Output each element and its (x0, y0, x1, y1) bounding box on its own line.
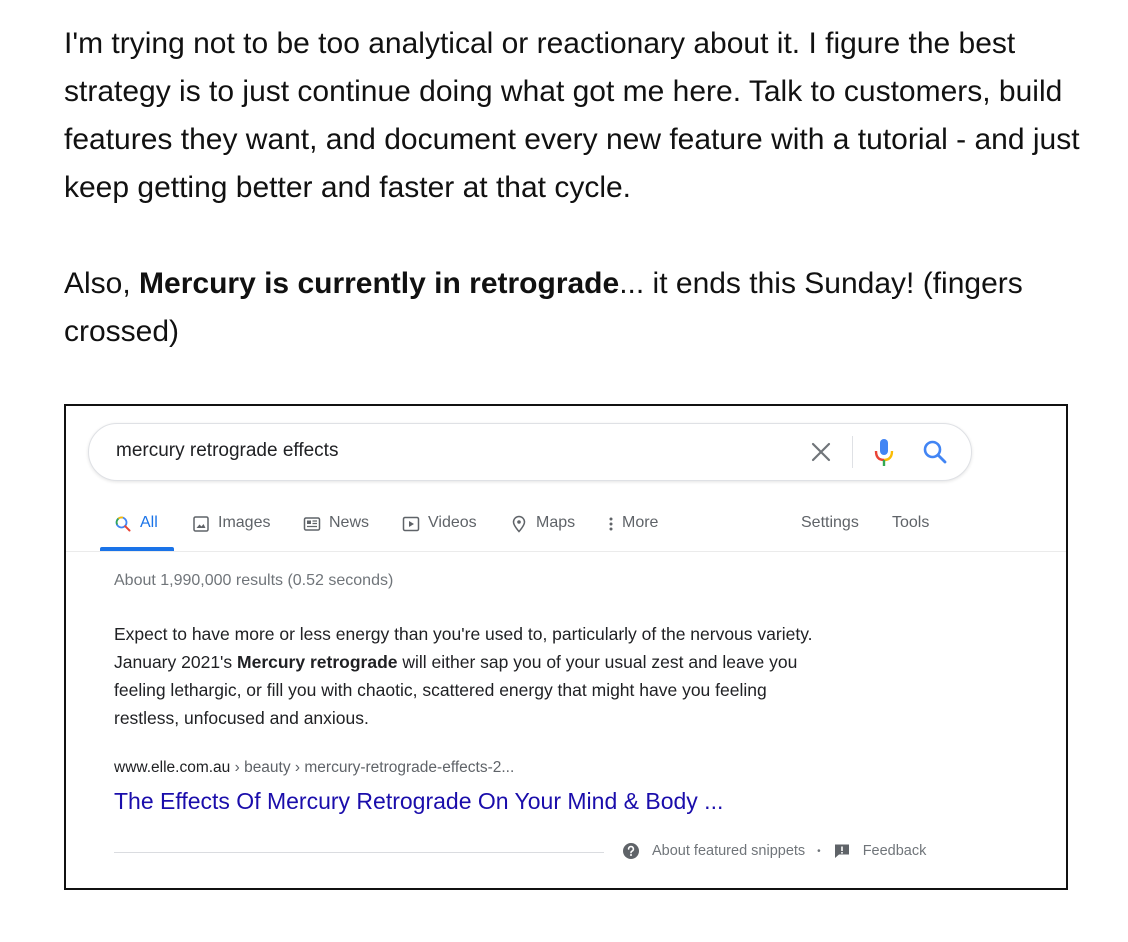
help-icon[interactable] (622, 842, 640, 860)
tab-label: Videos (428, 514, 477, 531)
tab-label: Settings (801, 514, 859, 531)
snippet-line: Expect to have more or less energy than you're used to, particularly of the nervous variety. (114, 624, 813, 644)
article-paragraph-line: keep getting better and faster at that cycle. (64, 171, 632, 204)
kebab-icon (606, 515, 616, 533)
tab-tools[interactable] (892, 514, 929, 554)
footer-separator: • (817, 845, 821, 857)
search-icon[interactable] (919, 436, 951, 468)
tab-videos[interactable] (402, 514, 477, 554)
newspaper-icon (303, 515, 321, 533)
article-paragraph-mercury (64, 260, 1023, 356)
about-snippets-link[interactable]: About featured snippets (652, 843, 806, 859)
snippet-line: restless, unfocused and anxious. (114, 708, 369, 728)
microphone-icon[interactable] (869, 436, 899, 468)
tab-news[interactable] (303, 514, 369, 554)
tab-images[interactable] (192, 514, 270, 554)
tab-maps[interactable] (510, 514, 575, 554)
tab-label: All (140, 514, 158, 531)
feedback-link[interactable]: Feedback (862, 843, 927, 859)
image-icon (192, 515, 210, 533)
feedback-icon[interactable] (833, 842, 851, 860)
tabs-divider (66, 551, 1066, 552)
tab-more[interactable] (606, 514, 658, 554)
article-paragraph-line: features they want, and document every new feature with a tutorial - and just (64, 123, 1080, 156)
tab-label: News (329, 514, 370, 531)
article-paragraph-line: I'm trying not to be too analytical or reactionary about it. I figure the best (64, 27, 1016, 60)
map-pin-icon (510, 515, 528, 533)
tab-label: More (622, 514, 659, 531)
tab-label: Maps (536, 514, 576, 531)
featured-snippet (114, 620, 974, 732)
footer-divider (114, 852, 604, 853)
article-paragraph-line: strategy is to just continue doing what got me here. Talk to customers, build (64, 75, 1063, 108)
result-stats: About 1,990,000 results (0.52 seconds) (114, 572, 394, 589)
search-icon (114, 515, 132, 533)
result-url (114, 759, 514, 777)
video-play-icon (402, 515, 420, 533)
result-title-link[interactable]: The Effects Of Mercury Retrograde On Your Mind & Body ... (114, 788, 724, 814)
text-prefix: Also, (64, 267, 140, 300)
tab-label: Tools (892, 514, 930, 531)
search-bar[interactable] (88, 423, 972, 481)
text-prefix: January 2021's (114, 652, 238, 672)
search-bar-divider (852, 436, 853, 468)
bold-phrase: Mercury retrograde (237, 652, 398, 672)
bold-phrase: Mercury is currently in retrograde (139, 267, 620, 300)
tab-label: Images (218, 514, 271, 531)
snippet-line: feeling lethargic, or fill you with chaotic, scattered energy that might have you feeling (114, 680, 767, 700)
article-paragraph-line: crossed) (64, 315, 180, 348)
article-paragraph-line (64, 260, 1023, 308)
cite-breadcrumb: › beauty › mercury-retrograde-effects-2... (230, 759, 515, 776)
close-icon[interactable] (807, 438, 835, 466)
text-suffix: ... it ends this Sunday! (fingers (619, 267, 1023, 300)
article-body (64, 20, 1128, 348)
cite-domain: www.elle.com.au (114, 759, 231, 776)
search-screenshot (64, 404, 1068, 890)
search-tabs (66, 514, 1066, 554)
snippet-line (114, 648, 974, 676)
search-input[interactable]: mercury retrograde effects (116, 440, 339, 461)
text-suffix: will either sap you of your usual zest and leave you (397, 652, 798, 672)
snippet-footer (622, 842, 926, 860)
tab-settings[interactable] (801, 514, 859, 554)
